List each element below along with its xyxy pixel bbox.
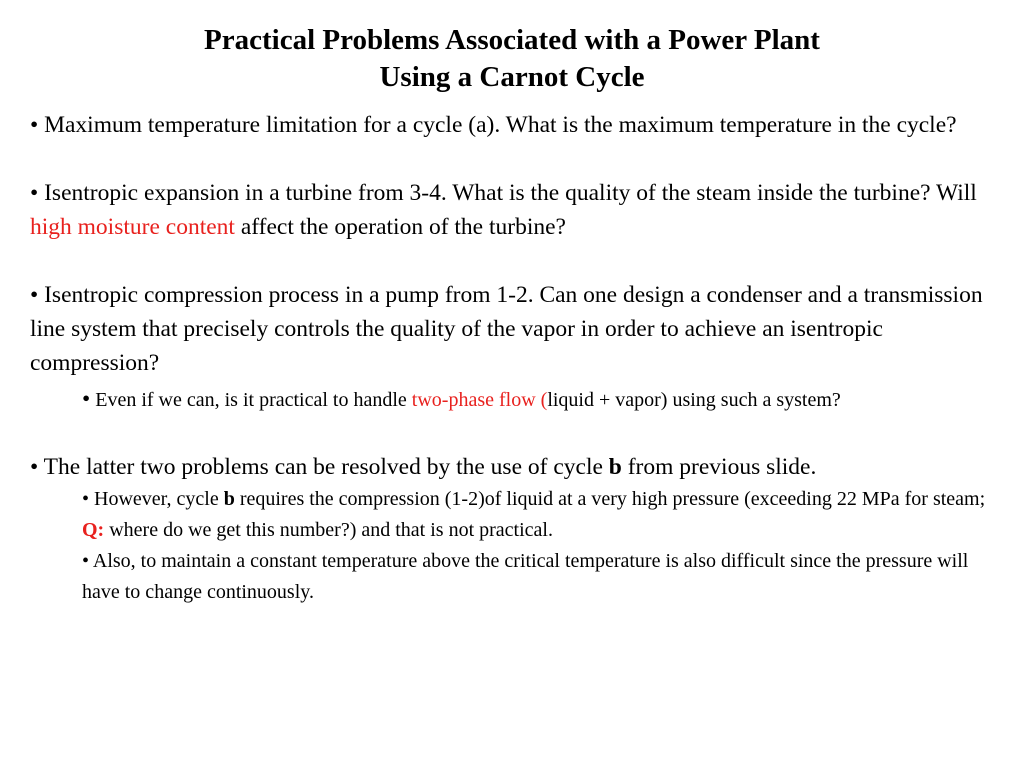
question-label: Q:: [82, 519, 105, 541]
cycle-b-label: b: [223, 488, 235, 510]
slide-title-line-1: Practical Problems Associated with a Power Plant: [204, 24, 820, 56]
sub-bullet-marker: •: [82, 386, 91, 412]
sub-bullet-constant-temperature: [82, 546, 1005, 608]
bullet-max-temperature-text: • Maximum temperature limitation for a cycle (a). What is the maximum temperature in the cycle?: [30, 112, 957, 138]
sub-bullet-two-phase-flow: [82, 384, 1005, 416]
bullet-latter-two-problems-text: • The latter two problems can be resolved by the use of cycle: [30, 454, 609, 480]
sub-bullet-cycle-b-text: • However, cycle: [82, 488, 224, 510]
cycle-b-label: b: [608, 454, 622, 480]
sub-bullet-cycle-b-text-mid: requires the compression (1-2)of liquid at a very high pressure (exceeding 22 MPa for steam;: [234, 488, 986, 510]
bullet-latter-two-problems-text-end: from previous slide.: [621, 454, 817, 480]
bullet-isentropic-compression: [30, 278, 1005, 380]
bullet-isentropic-expansion-text: • Isentropic expansion in a turbine from 3-4. What is the quality of the steam inside the turbine? Will: [30, 180, 977, 206]
slide-title: [0, 22, 1024, 96]
bullet-latter-two-problems: [30, 450, 1005, 484]
sub-bullet-constant-temperature-text: • Also, to maintain a constant temperature above the critical temperature is also difficult since the pressure will have to change continuously.: [82, 550, 969, 603]
sub-bullet-two-phase-flow-text-end: liquid + vapor) using such a system?: [547, 389, 841, 411]
sub-bullet-cycle-b-text-end: where do we get this number?) and that is not practical.: [104, 519, 553, 541]
bullet-isentropic-compression-text: • Isentropic compression process in a pump from 1-2. Can one design a condenser and a transmission line system that precisely controls the quality of the vapor in order to achieve an isentropic compression?: [30, 282, 983, 376]
paragraph-gap: [30, 244, 1005, 278]
slide-body: [30, 108, 1005, 608]
slide-title-line-2: Using a Carnot Cycle: [379, 61, 645, 93]
highlight-two-phase-flow: two-phase flow (: [411, 389, 548, 411]
paragraph-gap: [30, 416, 1005, 450]
paragraph-gap: [30, 142, 1005, 176]
highlight-high-moisture-content: high moisture content: [30, 214, 235, 240]
sub-bullet-cycle-b-pressure: [82, 484, 1005, 546]
bullet-isentropic-expansion: [30, 176, 1005, 244]
sub-bullet-two-phase-flow-text: Even if we can, is it practical to handle: [90, 389, 412, 411]
bullet-max-temperature: [30, 108, 1005, 142]
bullet-isentropic-expansion-text-end: affect the operation of the turbine?: [234, 214, 566, 240]
